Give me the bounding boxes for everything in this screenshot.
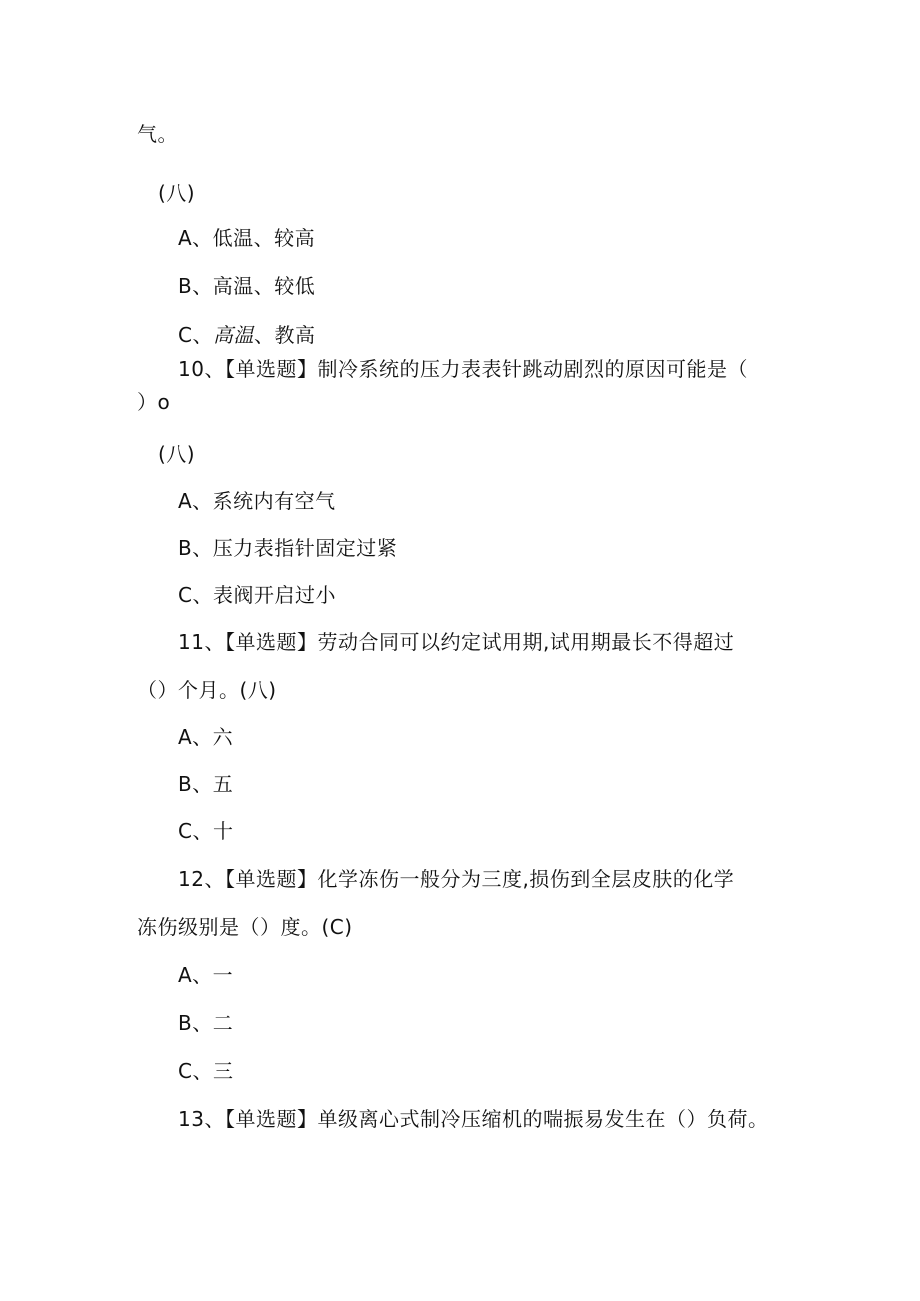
question-line: 12、【单选题】化学冻伤一般分为三度,损伤到全层皮肤的化学 — [178, 867, 735, 891]
answer-line: (八) — [158, 442, 196, 466]
option-line: B、压力表指针固定过紧 — [178, 536, 398, 560]
option-italic-text: 高温 — [212, 323, 254, 347]
option-line: A、一 — [178, 963, 234, 987]
option-line: B、二 — [178, 1011, 234, 1035]
option-suffix: 、教高 — [253, 323, 316, 347]
option-line: C、十 — [178, 819, 234, 843]
answer-line: (八) — [158, 181, 196, 205]
question-line: 10、【单选题】制冷系统的压力表表针跳动剧烈的原因可能是（ — [178, 357, 748, 381]
question-line: 11、【单选题】劳动合同可以约定试用期,试用期最长不得超过 — [178, 630, 735, 654]
option-line: B、五 — [178, 772, 234, 796]
option-line: B、高温、较低 — [178, 274, 316, 298]
option-line — [178, 322, 315, 348]
option-line: A、低温、较高 — [178, 226, 316, 250]
question-line: 冻伤级别是（）度。(C) — [137, 915, 353, 939]
option-line: A、系统内有空气 — [178, 489, 336, 513]
question-line: ）o — [137, 390, 171, 414]
text-line: 气。 — [137, 122, 178, 146]
option-line: C、三 — [178, 1059, 234, 1083]
option-line: A、六 — [178, 725, 234, 749]
option-prefix: C、 — [178, 323, 213, 347]
option-line: C、表阀开启过小 — [178, 583, 336, 607]
question-line: 13、【单选题】单级离心式制冷压缩机的喘振易发生在（）负荷。 — [178, 1107, 769, 1131]
question-line: （）个月。(八) — [137, 678, 277, 702]
